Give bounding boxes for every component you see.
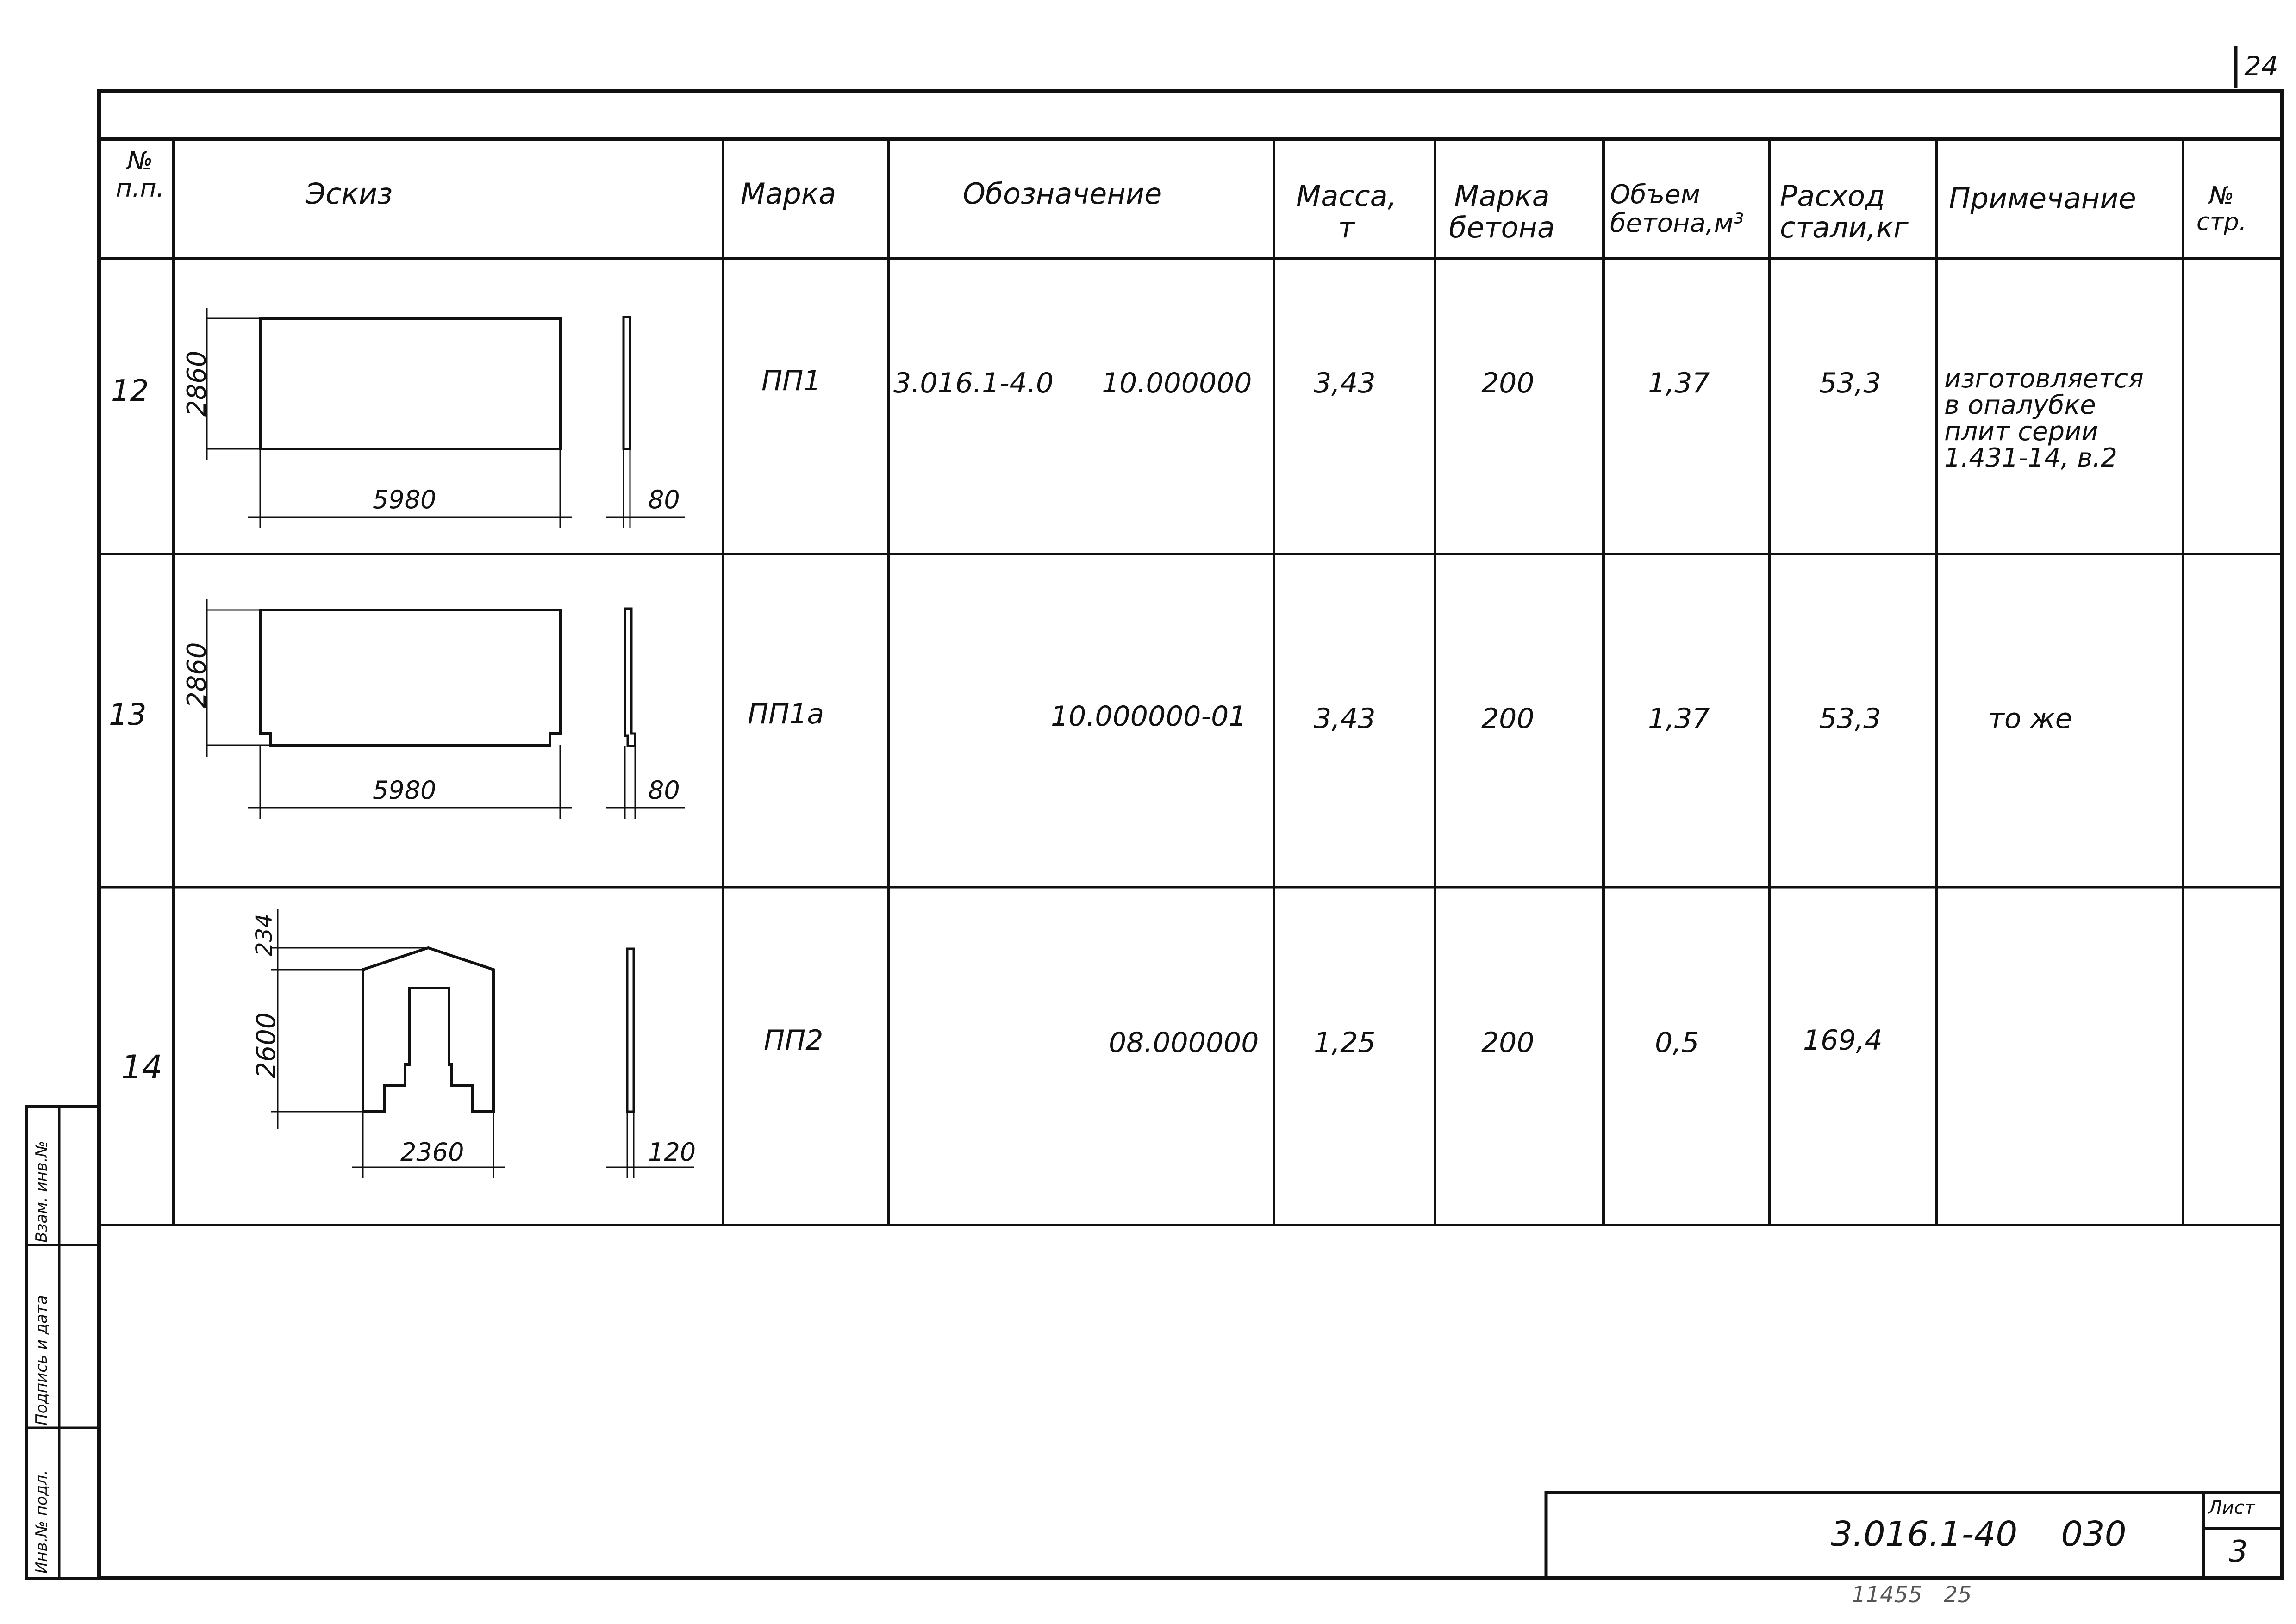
row-14-height-label: 2600 [251,1012,281,1078]
row-13-grade: 200 [1481,703,1535,735]
row-13-code: 10.000000-01 [1051,700,1247,733]
row-13-height-label: 2860 [182,642,212,708]
header-concrete-volume: Объем бетона,м³ [1610,180,1744,238]
row-13-volume: 1,37 [1648,703,1710,735]
row-14-dim-top [251,914,295,981]
side-stamp-sign-date: Подпись и дата [32,1295,51,1425]
row-13-dim-width: 5980 [373,776,437,805]
row-12-height-label: 2860 [182,350,212,417]
sketch-panel-pp1a [207,599,685,819]
row-14-mass: 1,25 [1314,1027,1376,1059]
row-13-mark: ПП1а [748,698,824,730]
row-12-note: изготовляется в опалубке плит серии 1.431-14, в.2 [1944,364,2144,473]
page-number: 24 [2244,50,2278,82]
row-14-volume: 0,5 [1655,1027,1699,1059]
row-12-series: 3.016.1-4.0 [893,367,1054,399]
header-mass: Масса, т [1296,179,1397,245]
row-13-dim-thickness: 80 [648,776,680,805]
row-14-top-label: 234 [251,914,277,956]
header-steel: Расход стали,кг [1780,179,1909,245]
row-13-no: 13 [109,698,147,732]
row-12-mass: 3,43 [1314,367,1376,399]
side-stamp-replaces: Взам. инв.№ [32,1140,51,1243]
row-12-steel: 53,3 [1819,367,1881,399]
row-14-dim-width: 2360 [400,1138,464,1167]
header-note: Примечание [1949,181,2136,215]
row-12-dim-height [182,350,249,445]
row-13-mass: 3,43 [1314,703,1376,735]
row-12-code: 10.000000 [1102,367,1252,399]
row-14-mark: ПП2 [764,1024,824,1057]
row-14-no: 14 [121,1048,163,1086]
header-concrete-grade: Марка бетона [1449,179,1555,245]
row-13-note: то же [1988,703,2072,735]
header-designation: Обозначение [963,177,1162,211]
footer-mark: 11455 25 [1852,1582,1972,1608]
header-no: № п.п. [116,146,164,203]
row-14-steel: 169,4 [1803,1024,1883,1057]
header-mark: Марка [741,177,836,211]
row-13-steel: 53,3 [1819,703,1881,735]
row-14-dim-thickness: 120 [648,1138,696,1167]
sketch-panel-pp1 [207,308,685,528]
row-12-volume: 1,37 [1648,367,1710,399]
row-12-dim-thickness: 80 [648,485,680,514]
header-page-no: № стр. [2196,182,2247,236]
row-12-dim-width: 5980 [373,485,437,514]
row-12-mark: ПП1 [761,365,821,397]
sketch-panel-pp2 [271,909,694,1178]
sheet-label: Лист [2208,1497,2255,1518]
sheet-number: 3 [2229,1535,2248,1569]
row-14-code: 08.000000 [1109,1027,1259,1059]
row-14-grade: 200 [1481,1027,1535,1059]
row-12-grade: 200 [1481,367,1535,399]
document-code: 3.016.1-40 030 [1831,1514,2127,1554]
outer-frame [99,91,2282,1578]
row-14-dim-height [251,1012,318,1107]
header-sketch: Эскиз [306,177,393,211]
side-stamp-inv-no: Инв.№ подл. [32,1470,51,1574]
row-13-dim-height [182,642,249,737]
row-12-no: 12 [111,374,149,408]
